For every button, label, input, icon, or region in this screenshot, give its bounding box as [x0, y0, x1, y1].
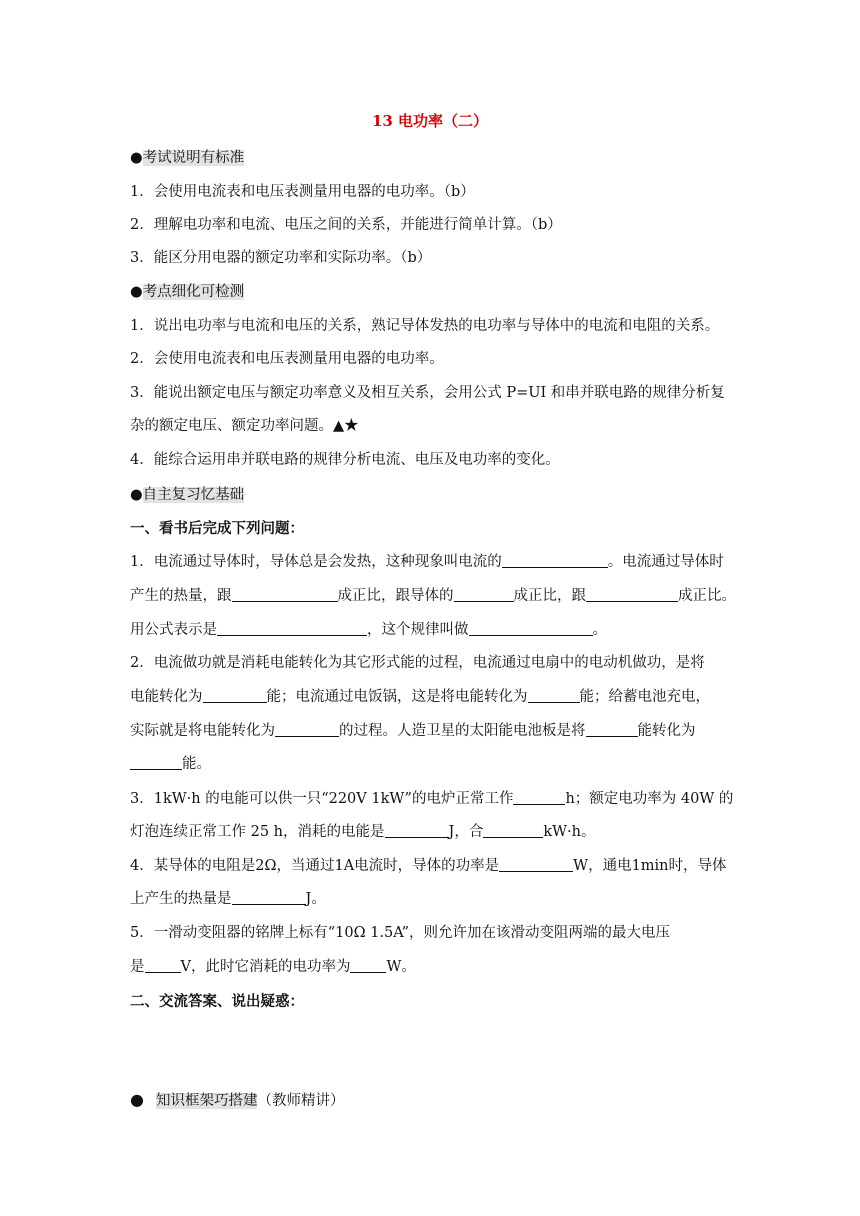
list-item: 1．会使用电流表和电压表测量用电器的电功率。（b）	[130, 184, 475, 200]
section-heading-review	[130, 485, 735, 505]
section-heading-points	[130, 282, 735, 302]
section-heading-text: 考点细化可检测	[142, 284, 245, 300]
answer-blank[interactable]	[586, 587, 678, 602]
answer-blank[interactable]	[483, 823, 543, 838]
question-2-line-4: 能。	[130, 754, 735, 774]
list-item: 2．会使用电流表和电压表测量用电器的电功率。	[130, 351, 444, 367]
list-item: 3．能说出额定电压与额定功率意义及相互关系，会用公式 P=UI 和串并联电路的规律分析复	[130, 385, 725, 401]
answer-blank[interactable]	[203, 688, 267, 703]
section-heading-exam	[130, 148, 735, 168]
section-heading-note: （教师精讲）	[257, 1093, 345, 1109]
list-item: 3．能区分用电器的额定功率和实际功率。（b）	[130, 250, 432, 266]
page-title: 13 电功率（二）	[371, 112, 489, 130]
bullet-icon: ●	[130, 487, 143, 503]
question-1-line-2: 产生的热量，跟 成正比，跟导体的 成正比，跟 成正比。	[130, 588, 736, 604]
list-item: 2．理解电功率和电流、电压之间的关系，并能进行简单计算。（b）	[130, 217, 562, 233]
answer-blank[interactable]	[232, 890, 306, 905]
question-5-line-1: 5．一滑动变阻器的铭牌上标有“10Ω 1.5A”，则允许加在该滑动变阻两端的最大电压	[130, 925, 671, 941]
section-heading-text: 考试说明有标准	[142, 150, 245, 166]
question-2-line-1: 2．电流做功就是消耗电能转化为其它形式能的过程，电流通过电扇中的电动机做功，是将	[130, 655, 705, 671]
question-2-line-3: 实际就是将电能转化为 的过程。人造卫星的太阳能电池板是将 能转化为	[130, 723, 696, 739]
question-3-line-2: 灯泡连续正常工作 25 h，消耗的电能是 J，合 kW·h。	[130, 824, 596, 840]
answer-blank[interactable]	[454, 587, 514, 602]
question-2-line-2: 电能转化为 能；电流通过电饭锅，这是将电能转化为 能；给蓄电池充电，	[130, 689, 710, 705]
question-3-line-1: 3．1kW·h 的电能可以供一只“220V 1kW”的电炉正常工作 h；额定电功率为 40W 的	[130, 791, 734, 807]
part1-title: 一、看书后完成下列问题：	[130, 520, 304, 537]
bullet-icon: ●	[130, 150, 143, 166]
answer-blank[interactable]	[469, 621, 593, 636]
bullet-icon: ●	[130, 284, 143, 300]
question-1-line-3: 用公式表示是 ，这个规律叫做 。	[130, 622, 607, 638]
answer-blank[interactable]	[502, 553, 608, 568]
question-1-line-1: 1．电流通过导体时，导体总是会发热，这种现象叫电流的 。电流通过导体时	[130, 554, 724, 570]
list-item: 4．能综合运用串并联电路的规律分析电流、电压及电功率的变化。	[130, 452, 560, 468]
section-heading-text: 知识框架巧搭建	[155, 1093, 258, 1109]
question-5-line-2: 是 V，此时它消耗的电功率为 W。	[130, 959, 416, 975]
answer-blank[interactable]	[528, 688, 580, 703]
part2-title: 二、交流答案、说出疑惑：	[130, 993, 304, 1010]
answer-blank[interactable]	[275, 722, 339, 737]
answer-blank[interactable]	[232, 587, 338, 602]
answer-blank[interactable]	[130, 755, 182, 770]
list-item: 杂的额定电压、额定功率问题。▲★	[130, 418, 359, 434]
answer-blank[interactable]	[350, 958, 386, 973]
answer-blank[interactable]	[217, 621, 367, 636]
list-item: 1．说出电功率与电流和电压的关系，熟记导体发热的电功率与导体中的电流和电阻的关系。	[130, 318, 720, 334]
bullet-icon: ●	[130, 1090, 144, 1109]
answer-blank[interactable]	[385, 823, 449, 838]
question-4-line-1: 4．某导体的电阻是2Ω，当通过1A电流时，导体的功率是 W，通电1min时，导体	[130, 858, 727, 874]
answer-blank[interactable]	[499, 857, 573, 872]
section-heading-text: 自主复习忆基础	[142, 487, 245, 503]
answer-blank[interactable]	[145, 958, 181, 973]
section-heading-framework	[130, 1090, 735, 1111]
answer-blank[interactable]	[586, 722, 638, 737]
answer-blank[interactable]	[513, 790, 565, 805]
question-4-line-2: 上产生的热量是 J。	[130, 891, 326, 907]
